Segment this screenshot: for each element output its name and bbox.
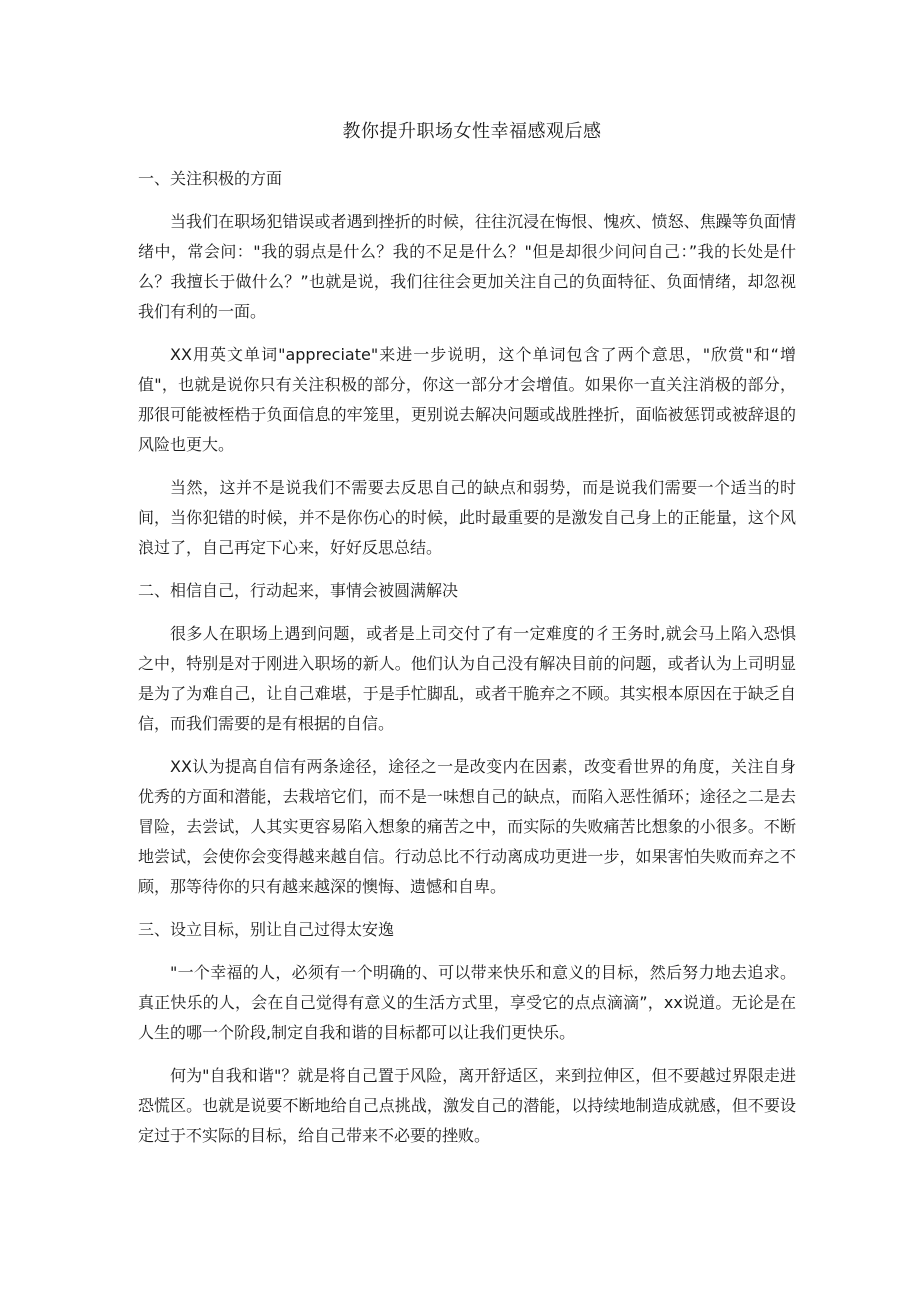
- section-2: [138, 576, 796, 902]
- paragraph: XX认为提高自信有两条途径，途径之一是改变内在因素，改变看世界的角度，关注自身优秀的方面和潜能，去栽培它们，而不是一味想自己的缺点，而陷入恶性循环；途径之二是去冒险，去尝试，人其实更容易陷入想象的痛苦之中，而实际的失败痛苦比想象的小很多。不断地尝试，会使你会变得越来越自信。行动总比不行动离成功更进一步，如果害怕失败而弃之不顾，那等待你的只有越来越深的懊悔、遗憾和自卑。: [138, 757, 796, 896]
- document-title: 教你提升职场女性幸福感观后感: [342, 121, 602, 142]
- section-heading: 一、关注积极的方面: [138, 169, 283, 188]
- paragraph: 当然，这并不是说我们不需要去反思自己的缺点和弱势，而是说我们需要一个适当的时间，当你犯错的时候，并不是你伤心的时候，此时最重要的是激发自己身上的正能量，这个风浪过了，自己再定下心来，好好反思总结。: [138, 478, 796, 557]
- section-heading: 二、相信自己，行动起来，事情会被圆满解决: [138, 581, 459, 600]
- paragraph: 很多人在职场上遇到问题，或者是上司交付了有一定难度的彳王务时,就会马上陷入恐惧之中，特别是对于刚进入职场的新人。他们认为自己没有解决目前的问题，或者认为上司明显是为了为难自己，让自己难堪，于是手忙脚乱，或者干脆弃之不顾。其实根本原因在于缺乏自信，而我们需要的是有根据的自信。: [138, 624, 796, 733]
- section-heading: 三、设立目标，别让自己过得太安逸: [138, 920, 395, 939]
- paragraph: "一个幸福的人，必须有一个明确的、可以带来快乐和意义的目标，然后努力地去追求。真正快乐的人，会在自己觉得有意义的生活方式里，享受它的点点滴滴”，xx说道。无论是在人生的哪一个阶段,制定自我和谐的目标都可以让我们更快乐。: [138, 963, 796, 1042]
- paragraph: 何为"自我和谐"？就是将自己置于风险，离开舒适区，来到拉伸区，但不要越过界限走进恐慌区。也就是说要不断地给自己点挑战，激发自己的潜能，以持续地制造成就感，但不要设定过于不实际的目标，给自己带来不必要的挫败。: [138, 1066, 796, 1145]
- paragraph: 当我们在职场犯错误或者遇到挫折的时候，往往沉浸在悔恨、愧疚、愤怒、焦躁等负面情绪中，常会问："我的弱点是什么？我的不足是什么？"但是却很少问问自己：”我的长处是什么？我擅长于做什么？”也就是说，我们往往会更加关注自己的负面特征、负面情绪，却忽视我们有利的一面。: [138, 212, 796, 321]
- section-3: [138, 915, 796, 1151]
- paragraph: XX用英文单词"appreciate"来进一步说明，这个单词包含了两个意思，"欣赏"和“增值"，也就是说你只有关注积极的部分，你这一部分才会增值。如果你一直关注消极的部分，那很可能被桎梏于负面信息的牢笼里，更别说去解决问题或战胜挫折，面临被惩罚或被辞退的风险也更大。: [138, 345, 796, 454]
- section-1: [138, 164, 796, 563]
